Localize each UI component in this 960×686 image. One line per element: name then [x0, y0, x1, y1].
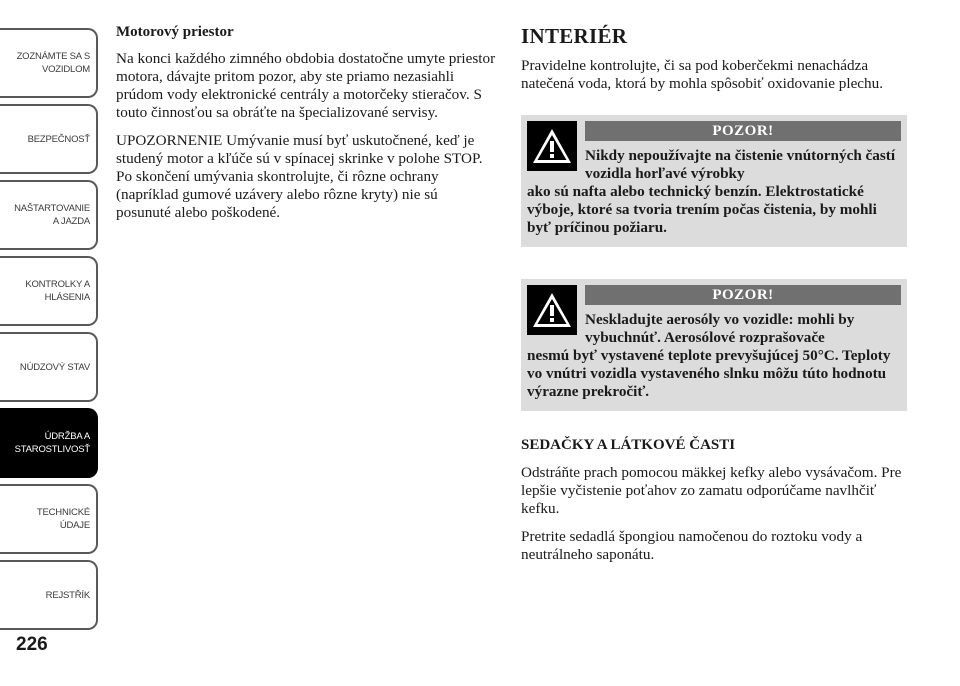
warning-text	[527, 305, 901, 401]
warning-text-indented: Neskladujte aerosóly vo vozidle: mohli by vybuchnúť. Aerosólové rozprašovače	[585, 311, 855, 346]
tab-label: NAŠTARTOVANIE A JAZDA	[14, 203, 90, 227]
warning-title: POZOR!	[585, 285, 901, 305]
tab-starting-driving[interactable]	[0, 180, 98, 250]
warning-triangle-icon	[527, 121, 577, 171]
tab-label: KONTROLKY A HLÁSENIA	[25, 279, 90, 303]
tab-safety[interactable]	[0, 104, 98, 174]
tab-emergency[interactable]	[0, 332, 98, 402]
tab-label: TECHNICKÉ ÚDAJE	[36, 507, 90, 531]
tab-warning-lights[interactable]	[0, 256, 98, 326]
engine-bay-paragraph: Na konci každého zimného obdobia dostatočne umyte priestor motora, dávajte pritom pozor, aby ste priamo nezasiahli prúdom vody elektronické centrály a motorčeky stieračov. S touto činnosťou sa obráťte na špecializované servisy.	[116, 50, 496, 121]
tab-label: BEZPEČNOSŤ	[27, 133, 90, 145]
tab-index[interactable]	[0, 560, 98, 630]
warning-title: POZOR!	[585, 121, 901, 141]
tab-label: NÚDZOVÝ STAV	[19, 361, 90, 373]
interior-heading: INTERIÉR	[521, 24, 628, 48]
warning-text	[527, 141, 901, 237]
engine-bay-subheading: Motorový priestor	[116, 24, 234, 40]
right-column	[521, 24, 907, 574]
tab-label: ÚDRŽBA A STAROSTLIVOSŤ	[14, 431, 90, 455]
seats-paragraph-1: Odstráňte prach pomocou mäkkej kefky alebo vysávačom. Pre lepšie vyčistenie poťahov zo zamatu odporúčame navlhčiť kefku.	[521, 464, 902, 517]
note-lead: UPOZORNENIE	[116, 132, 223, 149]
warning-triangle-icon	[527, 285, 577, 335]
engine-bay-note	[116, 132, 496, 222]
warning-text-indented: Nikdy nepoužívajte na čistenie vnútorných častí vozidla horľavé výrobky	[585, 147, 896, 182]
warning-box-aerosol	[521, 279, 907, 411]
warning-text-rest: nesmú byť vystavené teplote prevyšujúcej 50°C. Teploty vo vnútri vozidla vystaveného slnku môžu túto hodnotu výrazne prekročiť.	[527, 347, 891, 400]
warning-box-flammable	[521, 115, 907, 247]
page-number: 226	[16, 634, 48, 655]
warning-text-rest: ako sú nafta alebo technický benzín. Elektrostatické výboje, ktoré sa tvoria trením počas čistenia, by mohli byť príčinou požiaru.	[527, 183, 877, 236]
tab-label: REJSTŘÍK	[45, 589, 90, 601]
left-column	[116, 24, 496, 232]
tab-technical-data[interactable]	[0, 484, 98, 554]
tab-label: ZOZNÁMTE SA S VOZIDLOM	[16, 51, 90, 75]
interior-intro: Pravidelne kontrolujte, či sa pod koberčekmi nenachádza natečená voda, ktorá by mohla spôsobiť oxidovanie plechu.	[521, 57, 884, 92]
tab-maintenance[interactable]	[0, 408, 98, 478]
seats-heading: SEDAČKY A LÁTKOVÉ ČASTI	[521, 437, 736, 453]
tab-intro[interactable]	[0, 28, 98, 98]
seats-paragraph-2: Pretrite sedadlá špongiou namočenou do roztoku vody a neutrálneho saponátu.	[521, 528, 863, 563]
note-text: Umývanie musí byť uskutočnené, keď je studený motor a kľúče sú v spínacej skrinke v polohe STOP. Po skončení umývania skontrolujte, či rôzne ochrany (napríklad gumové uzávery alebo rôzne kryty) nie sú posunuté alebo poškodené.	[116, 132, 483, 221]
